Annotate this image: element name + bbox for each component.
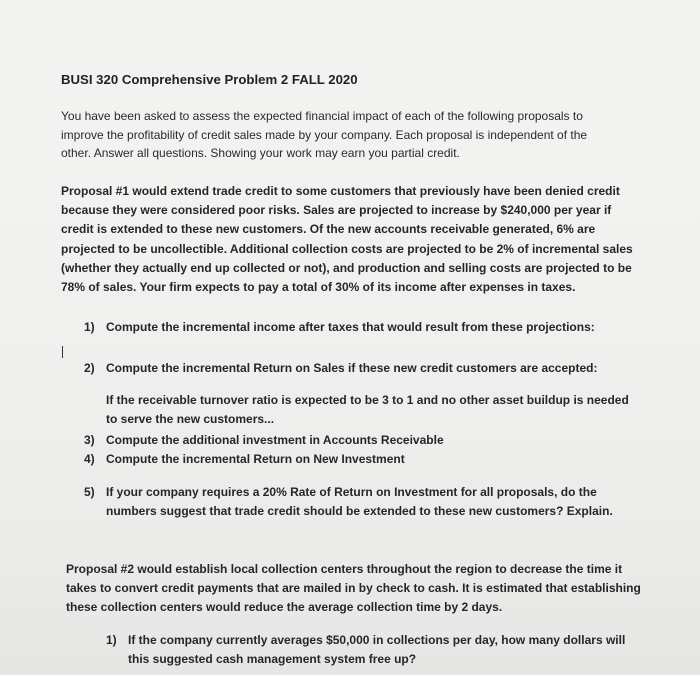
page-title: BUSI 320 Comprehensive Problem 2 FALL 2020 xyxy=(61,72,358,87)
question-number: 1) xyxy=(84,320,95,334)
text-cursor xyxy=(62,346,63,358)
note-line: If the receivable turnover ratio is expected to be 3 to 1 and no other asset buildup is needed xyxy=(106,393,629,407)
proposal-2-paragraph xyxy=(66,560,641,617)
proposal-1-line: Proposal #1 would extend trade credit to some customers that previously have been denied credit xyxy=(61,184,620,198)
proposal-1-line: 78% of sales. Your firm expects to pay a total of 30% of its income after expenses in taxes. xyxy=(61,280,576,295)
question-number: 3) xyxy=(84,433,95,447)
question-number: 1) xyxy=(106,633,117,647)
question-number: 5) xyxy=(84,485,95,499)
question-4 xyxy=(84,452,405,466)
question-1 xyxy=(84,320,595,334)
question-text: Compute the additional investment in Accounts Receivable xyxy=(106,433,444,447)
question-text: Compute the incremental Return on Sales if these new credit customers are accepted: xyxy=(106,361,598,375)
question-2 xyxy=(84,361,597,375)
proposal-1-line: projected to be uncollectible. Additional collection costs are projected to be 2% of incremental sales xyxy=(61,241,633,256)
proposal-1-line: (whether they actually end up collected or not), and production and selling costs are projected to be xyxy=(61,260,632,275)
question-line-2: this suggested cash management system free up? xyxy=(128,652,417,666)
proposal-1-line: because they were considered poor risks. Sales are projected to increase by $240,000 per year if xyxy=(61,203,612,218)
question-number: 2) xyxy=(84,361,95,375)
question-number: 4) xyxy=(84,452,95,466)
proposal-1-paragraph xyxy=(61,182,633,297)
proposal-2-question-1 xyxy=(106,631,625,669)
turnover-note xyxy=(106,391,629,429)
question-text: Compute the incremental income after taxes that would result from these projections: xyxy=(106,320,595,334)
question-3 xyxy=(84,433,444,447)
question-text: If your company requires a 20% Rate of Return on Investment for all proposals, do the xyxy=(106,485,597,499)
note-line: to serve the new customers... xyxy=(106,412,275,426)
proposal-2-line: these collection centers would reduce the average collection time by 2 days. xyxy=(66,600,503,614)
proposal-2-line: Proposal #2 would establish local collection centers throughout the region to decrease the time it xyxy=(66,562,623,576)
intro-line: improve the profitability of credit sales made by your company. Each proposal is independent of the xyxy=(61,127,588,142)
proposal-2-line: takes to convert credit payments that are mailed in by check to cash. It is estimated that establishing xyxy=(66,581,641,595)
question-5-line-2: numbers suggest that trade credit should be extended to these new customers? Explain. xyxy=(106,504,613,518)
proposal-1-line: credit is extended to these new customers. Of the new accounts receivable generated, 6% are xyxy=(61,222,596,237)
intro-line: other. Answer all questions. Showing your work may earn you partial credit. xyxy=(61,146,460,160)
question-5 xyxy=(84,483,613,521)
question-text: If the company currently averages $50,000 in collections per day, how many dollars will xyxy=(128,633,626,647)
question-text: Compute the incremental Return on New Investment xyxy=(106,452,405,466)
intro-paragraph xyxy=(61,107,587,163)
intro-line: You have been asked to assess the expected financial impact of each of the following proposals to xyxy=(61,109,583,123)
